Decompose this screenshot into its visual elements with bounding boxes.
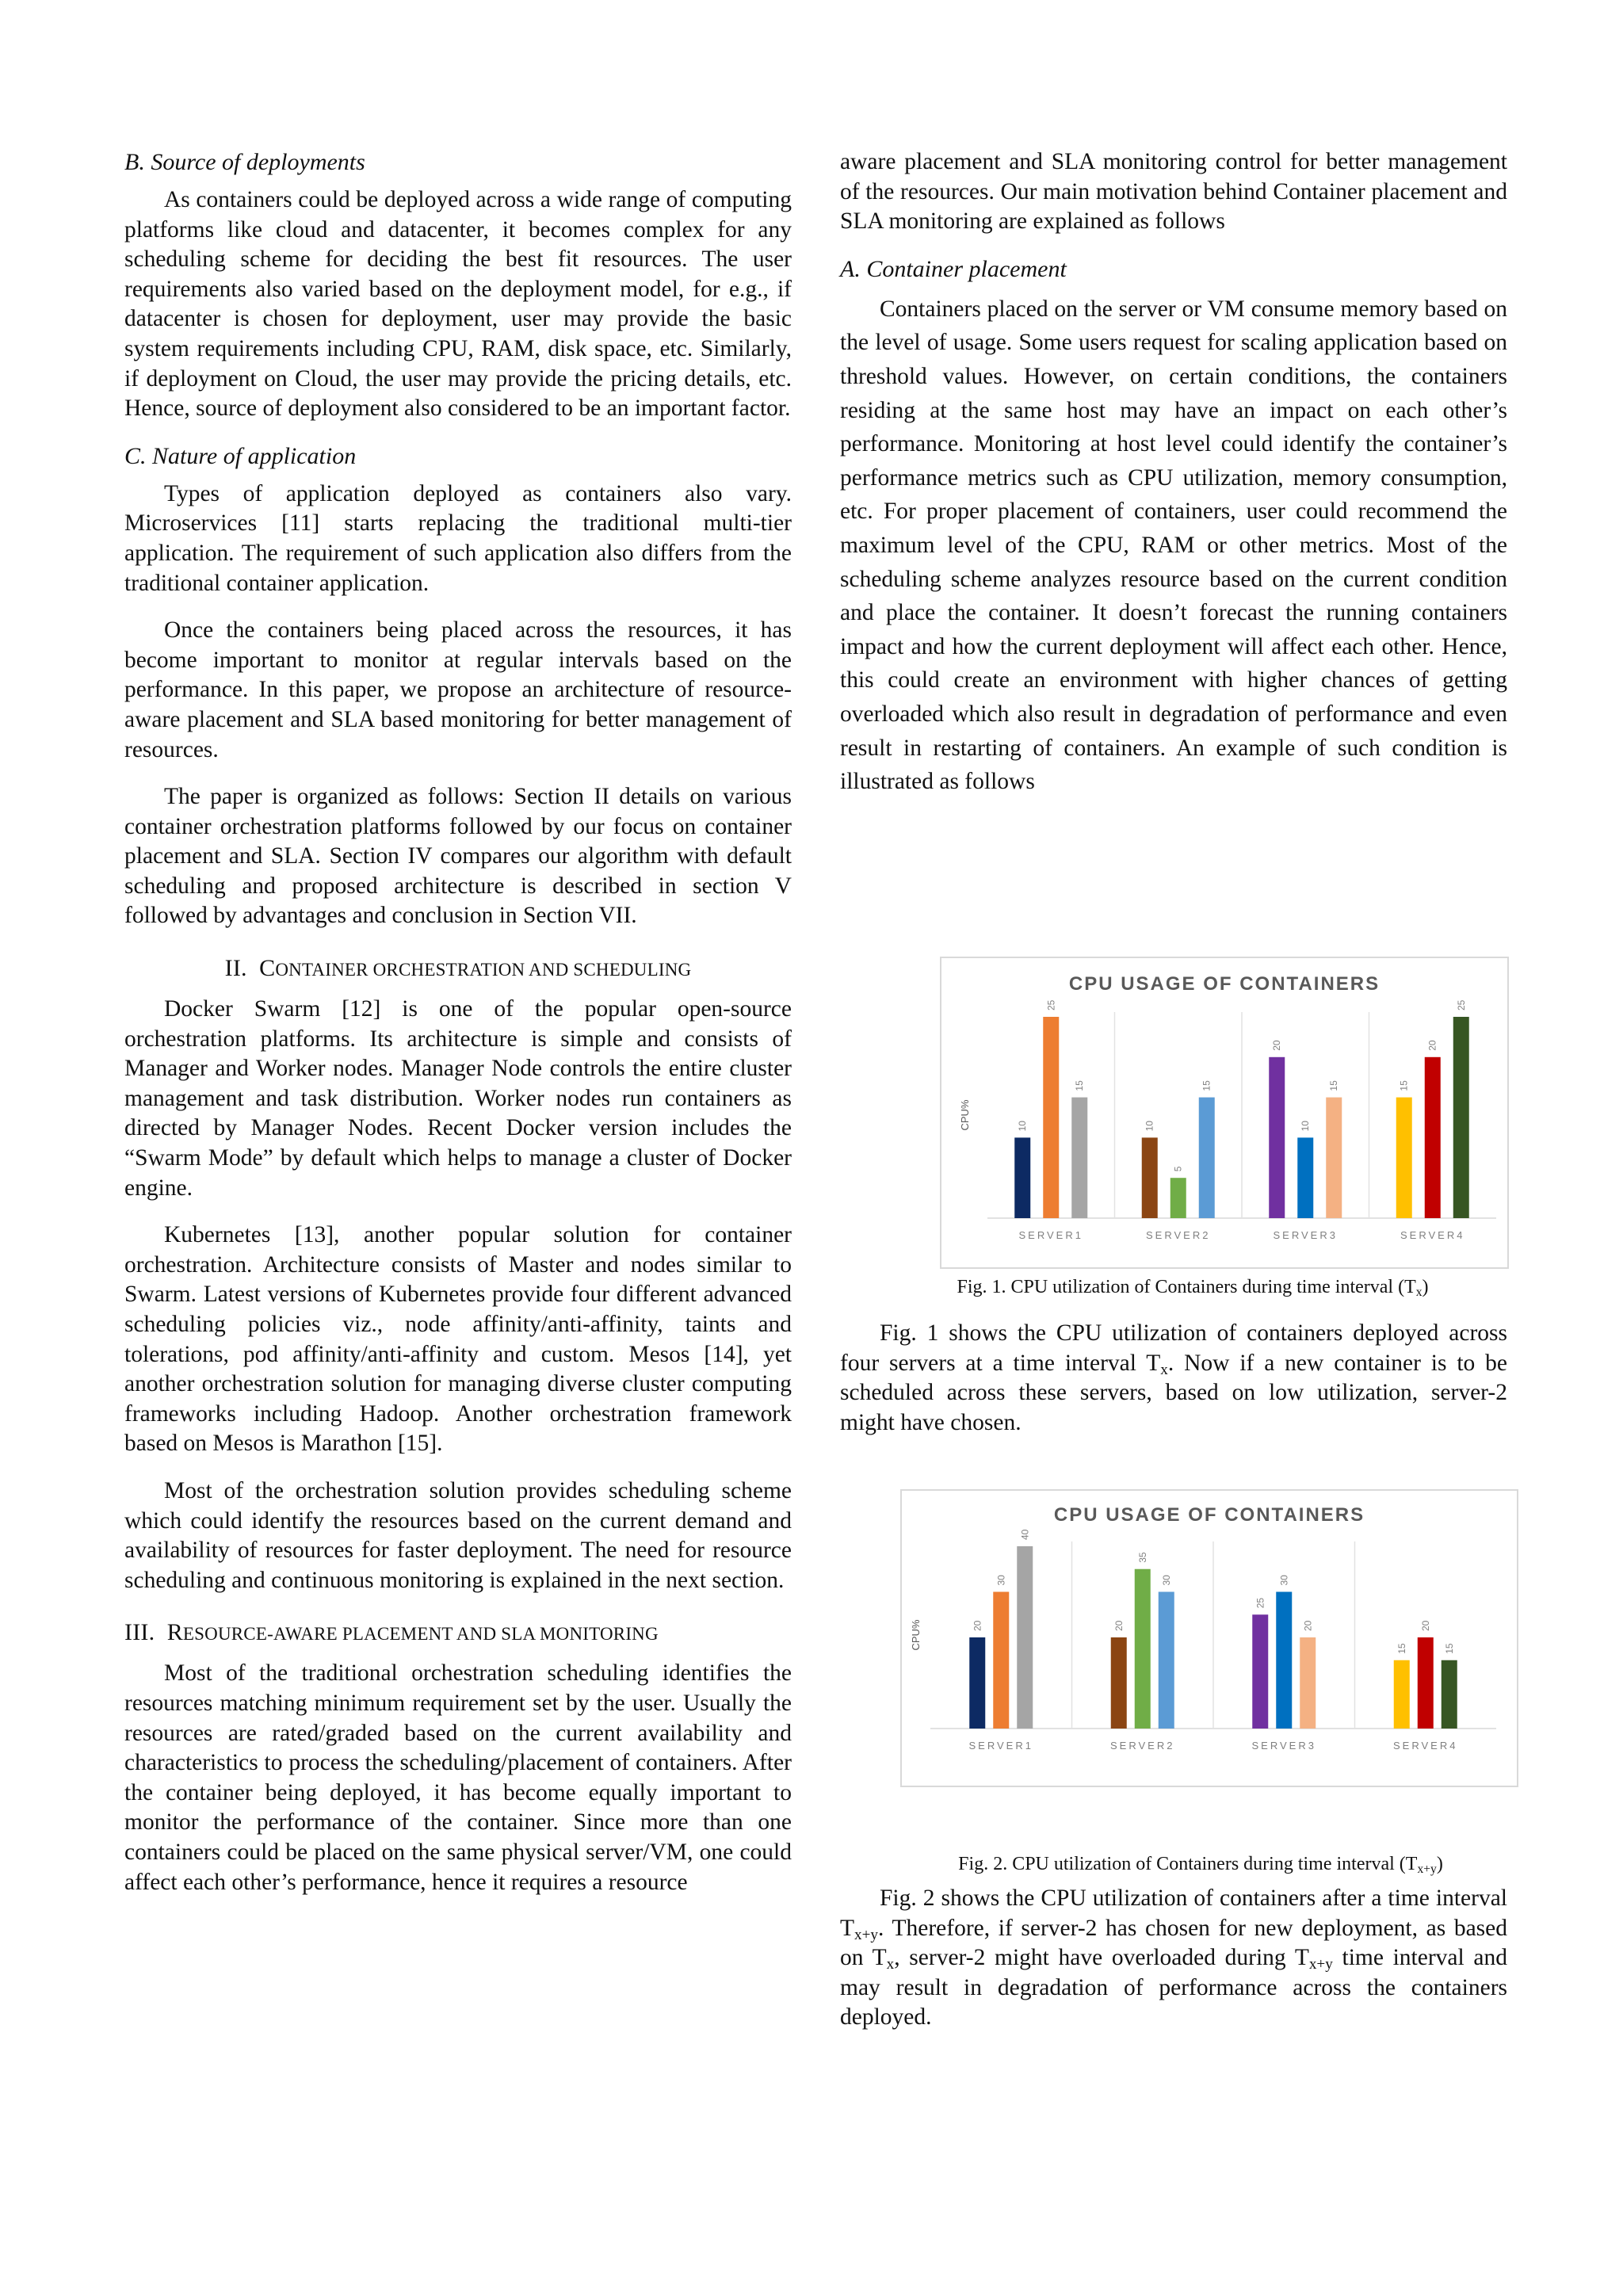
chart-2-data-label: 30 [1160, 1575, 1172, 1586]
chart-1-bar [1043, 1017, 1059, 1218]
section-2-paragraph-2: Kubernetes [13], another popular solution for container orchestration. Architecture consists of Master and nodes similar to Swarm. Latest versions of Kubernetes provide four different advanced scheduling policies viz., node affinity/anti-affinity, taints and tolerations, pod affinity/anti-affinity and custom. Mesos [14], yet another orchestration solution for managing diverse cluster computing frameworks including Hadoop. Another orchestration framework based on Mesos is Marathon [15]. [124, 1222, 792, 1457]
figure-1-caption-end: ) [1422, 1277, 1429, 1297]
figure-2-discussion-sub-3: x+y [1308, 1955, 1333, 1973]
chart-2-data-label: 25 [1254, 1597, 1266, 1609]
section-a-heading: A. Container placement [840, 255, 1067, 282]
figure-2-caption-text: Fig. 2. CPU utilization of Containers during time interval (T [958, 1854, 1418, 1874]
chart-2-bar [1276, 1592, 1292, 1729]
chart-2-data-label: 20 [1419, 1620, 1431, 1631]
chart-1-y-axis-label: CPU% [959, 1099, 971, 1131]
chart-1-bar [1014, 1137, 1030, 1218]
section-2-title: ONTAINER ORCHESTRATION AND SCHEDULING [275, 960, 692, 980]
chart-1-bar [1269, 1057, 1285, 1218]
chart-2-data-label: 20 [972, 1620, 983, 1631]
chart-1-data-label: 15 [1201, 1080, 1212, 1091]
chart-1-data-label: 15 [1328, 1080, 1340, 1091]
figure-1-discussion-block [840, 1319, 1507, 1438]
chart-2-data-label: 15 [1396, 1643, 1407, 1654]
section-c-heading: C. Nature of application [124, 442, 357, 469]
chart-2-data-label: 30 [995, 1575, 1007, 1586]
chart-2-bar [1252, 1614, 1268, 1729]
section-3-title: ESOURCE-AWARE PLACEMENT AND SLA MONITORING [182, 1624, 659, 1645]
figure-1-caption [880, 1275, 1506, 1299]
chart-2-category-label: SERVER1 [968, 1740, 1033, 1752]
chart-1-data-label: 25 [1045, 999, 1057, 1010]
chart-1-data-label: 10 [1017, 1121, 1029, 1132]
chart-1-bar [1326, 1098, 1342, 1218]
chart-2-y-axis-label: CPU% [910, 1619, 922, 1651]
section-2-paragraph-3: Most of the orchestration solution provides scheduling scheme which could identify the resources based on the current demand and availability of resources for faster deployment. The need for resource scheduling and continuous monitoring is explained in the next section. [124, 1477, 792, 1593]
chart-2-bar [1159, 1592, 1174, 1729]
chart-2-category-label: SERVER3 [1251, 1740, 1316, 1752]
figure-2 [900, 1489, 1518, 1787]
chart-1-category-label: SERVER1 [1018, 1229, 1083, 1241]
section-3-number: III. [124, 1619, 155, 1646]
left-column [124, 147, 792, 1897]
figure-2-caption-end: ) [1436, 1854, 1443, 1874]
chart-1-data-label: 15 [1398, 1080, 1410, 1091]
figure-2-chart [902, 1491, 1517, 1786]
chart-1-bar [1199, 1098, 1215, 1218]
chart-1-bar [1170, 1178, 1186, 1218]
figure-2-discussion-sub-2: x [886, 1955, 895, 1973]
figure-1-caption-sub: x [1415, 1285, 1423, 1299]
chart-1-category-label: SERVER2 [1146, 1229, 1211, 1241]
section-a-paragraph: Containers placed on the server or VM consume memory based on the level of usage. Some users request for scaling application based on threshold values. However, on certain conditions, the containers residing at the same host may have an impact on each other’s performance. Monitoring at host level could identify the container’s performance metrics such as CPU utilization, memory consumption, etc. For proper placement of containers, user could recommend the maximum level of the CPU, RAM or other metrics. Most of the scheduling scheme analyzes resource based on the current condition and place the container. It doesn’t forecast the running containers impact and how the current deployment will affect each other. Hence, this could create an environment with higher chances of getting overloaded which also result in degradation of performance and even result in restarting of containers. An example of such condition is illustrated as follows [840, 296, 1507, 795]
figure-2-caption [888, 1852, 1514, 1876]
chart-1-category-label: SERVER3 [1273, 1229, 1338, 1241]
figure-2-discussion-d: time interval and may result in degradation of performance across the containers deployed. [840, 1945, 1507, 2030]
figure-1-discussion [840, 1319, 1507, 1438]
figure-2-discussion-sub-1: x+y [854, 1926, 878, 1943]
figure-2-caption-sub: x+y [1417, 1862, 1437, 1876]
section-b-paragraph: As containers could be deployed across a wide range of computing platforms like cloud and datacenter, it becomes complex for any scheduling scheme for deciding the best fit resources. The user requirements also varied based on the deployment model, for e.g., if datacenter is chosen for deployment, user may provide the basic system requirements including CPU, RAM, disk space, etc. Similarly, if deployment on Cloud, the user may provide the pricing details, etc. Hence, source of deployment also considered to be an important factor. [124, 187, 792, 422]
chart-2-bar [969, 1637, 985, 1729]
figure-1-discussion-b: . Now if a new container is to be scheduled across these servers, based on low utilization, server-2 might have chosen. [840, 1350, 1508, 1435]
chart-1-data-label: 20 [1271, 1040, 1283, 1051]
chart-1-data-label: 5 [1172, 1166, 1184, 1172]
figure-2-discussion-c: , server-2 might have overloaded during T [894, 1945, 1309, 1971]
figure-2-discussion-block [840, 1884, 1507, 2033]
right-continuation-paragraph: aware placement and SLA monitoring control for better management of the resources. Our main motivation behind Container placement and SLA monitoring are explained as follows [840, 149, 1507, 235]
chart-2-bar [1394, 1660, 1410, 1729]
chart-2-data-label: 40 [1019, 1529, 1031, 1540]
chart-2-bar [1135, 1569, 1151, 1729]
chart-1-data-label: 10 [1300, 1121, 1312, 1132]
chart-1-category-label: SERVER4 [1400, 1229, 1465, 1241]
section-2-initial: C [259, 955, 276, 982]
chart-1-data-label: 10 [1144, 1121, 1155, 1132]
chart-1-bar [1396, 1098, 1412, 1218]
figure-1-discussion-a: Fig. 1 shows the CPU utilization of containers deployed across four servers at a time interval T [840, 1320, 1507, 1376]
chart-2-data-label: 30 [1278, 1575, 1290, 1586]
chart-2-title: CPU USAGE OF CONTAINERS [1053, 1504, 1365, 1526]
chart-1-bar [1071, 1098, 1087, 1218]
chart-2-data-label: 20 [1302, 1620, 1314, 1631]
chart-2-bar [993, 1592, 1009, 1729]
chart-1-data-label: 15 [1074, 1080, 1086, 1091]
chart-2-category-label: SERVER2 [1110, 1740, 1175, 1752]
chart-2-bar [1300, 1637, 1316, 1729]
section-2-heading [124, 953, 792, 985]
section-2-number: II. [224, 955, 247, 982]
figure-1-chart [941, 958, 1507, 1267]
figure-1-caption-text: Fig. 1. CPU utilization of Containers during time interval (T [957, 1277, 1416, 1297]
figure-2-discussion-b: . Therefore, if server-2 has chosen for new deployment, as based on T [840, 1915, 1507, 1971]
right-column [840, 147, 1507, 799]
chart-2-bar [1418, 1637, 1434, 1729]
chart-1-title: CPU USAGE OF CONTAINERS [1068, 973, 1381, 995]
section-c-paragraph-3: The paper is organized as follows: Section II details on various container orchestration platforms followed by our focus on container placement and SLA. Section IV compares our algorithm with default scheduling and proposed architecture is described in section V followed by advantages and conclusion in Section VII. [124, 784, 792, 929]
figure-2-discussion-a: Fig. 2 shows the CPU utilization of containers after a time interval T [840, 1885, 1507, 1941]
chart-1-bar [1453, 1017, 1469, 1218]
section-c-paragraph-2: Once the containers being placed across the resources, it has become important to monitor at regular intervals based on the performance. In this paper, we propose an architecture of resource-aware placement and SLA based monitoring for better management of resources. [124, 617, 792, 762]
chart-2-bar [1017, 1546, 1033, 1729]
section-3-heading [124, 1618, 792, 1649]
figure-1-discussion-sub: x [1160, 1361, 1168, 1378]
figure-1 [940, 957, 1509, 1269]
chart-2-data-label: 35 [1136, 1552, 1148, 1563]
chart-2-bar [1442, 1660, 1457, 1729]
chart-2-category-label: SERVER4 [1393, 1740, 1458, 1752]
chart-1-bar [1142, 1137, 1158, 1218]
section-c-paragraph-1: Types of application deployed as containers also vary. Microservices [11] starts replacing the traditional multi-tier application. The requirement of such application also differs from the traditional container application. [124, 480, 792, 596]
chart-2-bar [1111, 1637, 1127, 1729]
chart-2-data-label: 20 [1113, 1620, 1125, 1631]
figure-2-discussion [840, 1884, 1507, 2033]
chart-1-bar [1297, 1137, 1313, 1218]
chart-1-data-label: 25 [1455, 999, 1467, 1010]
chart-2-data-label: 15 [1443, 1643, 1455, 1654]
section-3-initial: R [166, 1619, 183, 1646]
chart-1-bar [1425, 1057, 1441, 1218]
chart-1-data-label: 20 [1426, 1040, 1438, 1051]
section-3-paragraph-1: Most of the traditional orchestration scheduling identifies the resources matching minimum requirement set by the user. Usually the resources are rated/graded based on the current availability and characteristics to process the scheduling/placement of containers. After the container being deployed, it has become equally important to monitor the performance of the container. Since more than one containers could be placed on the same physical server/VM, one could affect each other’s performance, hence it requires a resource [124, 1660, 792, 1895]
section-2-paragraph-1: Docker Swarm [12] is one of the popular open-source orchestration platforms. Its architecture is simple and consists of Manager and Worker nodes. Manager Node controls the entire cluster management and task distribution. Worker nodes run containers as directed by Manager Nodes. Recent Docker version includes the “Swarm Mode” by default which helps to manage a cluster of Docker engine. [124, 996, 792, 1201]
section-b-heading: B. Source of deployments [124, 149, 365, 175]
